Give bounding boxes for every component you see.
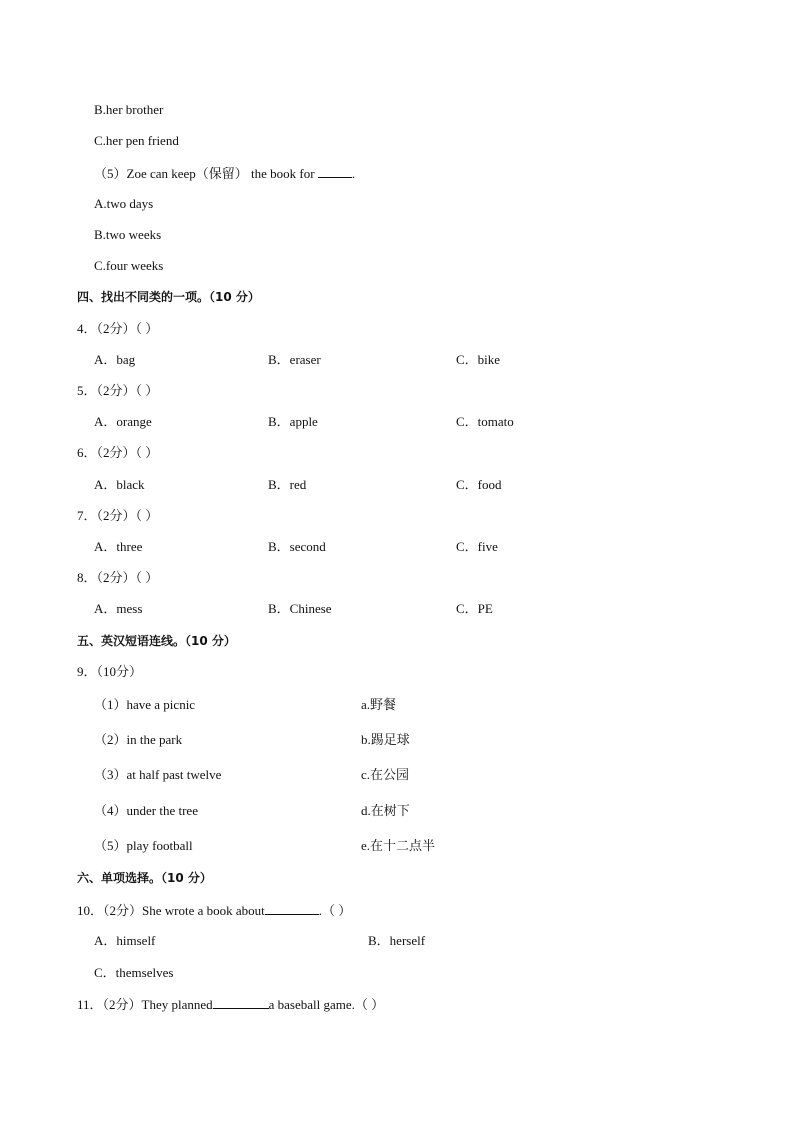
option-b: B．apple	[268, 414, 318, 429]
option-text: B.her brother	[94, 102, 164, 117]
option-b: B．Chinese	[268, 601, 332, 616]
option-b: B．eraser	[268, 352, 321, 367]
option-a: A．mess	[94, 601, 143, 616]
option-c: C．PE	[456, 601, 493, 616]
answer-blank	[318, 165, 352, 178]
option-a: A．himself	[94, 933, 156, 948]
phrase-en: （5）play football	[94, 838, 193, 853]
question-stem: 7．（2分）（ ）	[77, 508, 159, 523]
option-b: B．red	[268, 477, 307, 492]
stem-text: （5）Zoe can keep（保留） the book for	[94, 166, 315, 181]
option-a: A．black	[94, 477, 145, 492]
stem-text: 10．（2分）She wrote a book about	[77, 903, 265, 918]
answer-blank	[265, 902, 319, 915]
option-a: A．three	[94, 539, 143, 554]
phrase-zh: e.在十二点半	[361, 838, 436, 853]
phrase-zh: b.踢足球	[361, 732, 410, 747]
section-heading: 五、英汉短语连线。（10 分）	[77, 634, 236, 648]
question-stem: 6．（2分）（ ）	[77, 445, 159, 460]
stem-text: .（ ）	[318, 903, 352, 918]
option-a: A．orange	[94, 414, 152, 429]
option-b: B．herself	[368, 933, 426, 948]
option-c: C．bike	[456, 352, 501, 367]
stem-text: .	[351, 166, 356, 181]
option-c: C．tomato	[456, 414, 514, 429]
option-b: B．second	[268, 539, 326, 554]
stem-text: 11．（2分）They planned	[77, 997, 213, 1012]
phrase-en: （1）have a picnic	[94, 697, 196, 712]
question-stem: 5．（2分）（ ）	[77, 383, 159, 398]
option-a: A．bag	[94, 352, 136, 367]
phrase-en: （3）at half past twelve	[94, 767, 222, 782]
answer-blank	[213, 996, 269, 1009]
question-stem: 4．（2分）（ ）	[77, 321, 159, 336]
question-stem	[77, 902, 351, 919]
stem-text: a baseball game.（ ）	[268, 997, 385, 1012]
phrase-zh: d.在树下	[361, 803, 410, 818]
section-heading: 六、单项选择。（10 分）	[77, 871, 212, 885]
option-c: C．themselves	[94, 965, 174, 980]
phrase-zh: c.在公园	[361, 767, 410, 782]
section-heading: 四、找出不同类的一项。（10 分）	[77, 290, 260, 304]
option-text: B.two weeks	[94, 227, 162, 242]
question-stem: 8．（2分）（ ）	[77, 570, 159, 585]
phrase-en: （4）under the tree	[94, 803, 198, 818]
question-stem	[77, 996, 384, 1013]
option-text: C.her pen friend	[94, 133, 179, 148]
phrase-en: （2）in the park	[94, 732, 183, 747]
question-stem: 9．（10分）	[77, 664, 143, 679]
phrase-zh: a.野餐	[361, 697, 397, 712]
question-stem	[94, 165, 355, 182]
option-text: A.two days	[94, 196, 154, 211]
option-c: C．food	[456, 477, 502, 492]
option-c: C．five	[456, 539, 498, 554]
option-text: C.four weeks	[94, 258, 164, 273]
